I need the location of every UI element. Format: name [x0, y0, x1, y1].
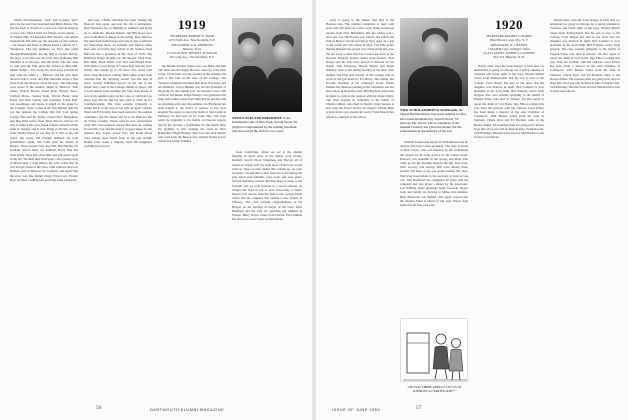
right-col-3-body [474, 64, 544, 140]
right-col-1 [326, 18, 394, 403]
left-col-3 [158, 18, 226, 403]
secretary-address-1920: Blind Brook Lodge, Rye, N. Y. [489, 38, 529, 43]
class-agent-line: CLASS AGENT, HOWELL H. EDGAR [166, 51, 218, 56]
class-agent-address: 39 Loring Ave., New Rochelle, N.Y. [169, 55, 215, 60]
secretary-address: 1073 North Ave., New Rochelle, N.Y. [168, 38, 216, 43]
class-officers-1920 [474, 34, 544, 60]
scholarship-caption-title: TWO SCHOLARSHIPS of $2,000 each, [400, 108, 458, 112]
class-officers-1919 [158, 34, 226, 60]
class-year-1920: 1920 [495, 18, 523, 32]
class-year-1919: 1919 [178, 18, 206, 32]
left-col-4 [232, 150, 302, 403]
left-col-4-text: from Cambridge, where we are at the alumni meeting in April. Also at the dinner were Norris, Kendall, Sewall Wood, Chapman, and Harvey, all of whom are doing well. We wish more of the boys would write in. News is what makes this column go. As your secretary, I would like to hear from all of you during the year about your families, your work, and your plans. Several men have written that they hope to come to the Fortieth, and we look forward to a record turnout. Al Wright has been ill but is now recovering at home. Morris Cole reports from the West Coast. George Dunn writes that his company has opened a new branch in Chicago. The class extends congratulations to Ed Hooper on his election as mayor of his town. Dick Burnham and his wife are spending the summer in Europe. Harry Noyes writes from Florida. Fred Gilman has moved to a new home in Westchester. [232, 150, 302, 222]
club-presidents-photo [232, 18, 302, 112]
caption-title: NEWLY ELECTED PRESIDENT [232, 116, 282, 120]
left-col-1-text: family divertissement. "Jack" and Lorraine "Rae" gave for me and Chet Kaufman and Mimi Jacobs. The trio has been at Oxford of a year now. Sent in based at a Coca Cola. Heard from old friends on the phone — in Chapel Hill, Ed Kennard, Bill Steuber, and Alfred Soderstrom. We shall see the outcome of this venture ... he Tucker and Elise at Hurdle Field. I offered by J. Thompson. The last numbers we have had come through Buckingham and the Hill is ancient history. We hope to be with you all at the June gathering. Bill Marshall is at Saratoga, and Jim Kelly, who has done so well with the firm, gives his address as Blue Hill, Maine. Ralph ... It is a long list, and I hope you will all bear with me while I ... Barbour and his wife have moved back to town, and Bob Merriam writes a fine letter from the midwest about his boys. The following were noted at the reunion dinner in Hanover: Seth Allen, Francis Brown, Rand Pratt, Harvey Snow, Clifford Morse, Stanley Kent, Warren Blake, Alan Porter and Dick Lyman. Our president, Frank Holt, was toastmaster and spoke at length on the plans for the Fortieth. Word comes from Ted Bartlett that his son has entered the College this fall. Last spring George Hart and his family visited New Hampshire, and Hap Ellis writes from Texas that he will not be able to make it this year. Frank Adams retired from the bank in January and is now living in Florida. A note from Harold Pierce to say that he is still at the old stand. Jim Carey and Dwight Olmsted are both grandfathers again. Stu Cobb gave the dinner in Boston. Those present were Ray Hill, Bill Nutting, Ed Gorham, Alfred Hurd, Joe Kimball, Harry Fisk and Walt Drake. They had a fine time and will report again in the fall. We shall miss Will Storrs, who passed away in March after a long illness; his wife writes that he was always proud of the class. John Sanborn and Lew Nichols were at Hanover for Carnival, and report that the snow was fine. Ralph Tobey, Earle Lord, Everett Hoyt and Ben Cushing sent greetings from California. [10, 18, 78, 182]
cartoon-illustration [400, 318, 468, 382]
right-col-3-text: Nearly there were the Lone Ranger is back and, we understand, is going to Chicago for a spring roundup of Twenties and board eight of the boys. Harold Merrill writes from Pennsylvania that his son is now at the College. Fred Thayer has sent in the news that his daughter was married in April. Bob Lambert is now president of his local bank. Bill Whitney writes from Oregon. The class extends sympathy to the family of Eugene Stiles, who died in January. We also regret to report the death of Carl Foster. Ray Ellis is retiring this year from his position with the railroad. Leon Parker has been made a director of the state Chamber of Commerce. Walt Barnes writes from his farm in Vermont. Chuck Dyer and Ed Harmon came to the Boston dinner. The reunion plans are going well, and we hope that all of you will be there in June. Frank Rowell, Jack Hastings, Herman Sears and Joe Mitchell have sent in their reservations. [474, 63, 544, 140]
scholarship-caption-text: the largest Dartmouth has ever been enabled to offer, have been established by Sewell Wood, '19 (above). Mr. Wood, who is a member of the Alumni Council, has given the money for the scholarships in the memory of his son. [400, 108, 467, 134]
treasurer-address: Hanover, N. H. [182, 46, 202, 51]
right-col-2-text: William Farnsworth reports from Baltimore that he and his wife have a new grandson. The class is proud of Dick Towle, who was honored by his community last month for his long service on the school board. Hanover was beautiful in the spring, and those who came up for the meeting enjoyed the Inn. Ken Pratt, Walt Lovejoy and George Hill were among those present. We hope to see you at the reunion this June. Mail your reservations to the secretary as soon as you can. Tom Redmond has completed 30 years with his company and was given a dinner by his associates. Les Whiting sends greetings from Colorado. Roger Gale and family are moving to Maine this summer. Herb Ellsworth, our faithful class agent, reports that the Alumni Fund is ahead of last year. Please help make this the best year ever. [400, 140, 468, 208]
left-col-1 [10, 18, 78, 403]
cartoon-drawing [401, 319, 468, 382]
treasurer-line-1920: TREASURER, A. J. BAILEY [490, 42, 528, 47]
treasurer-line: TREASURER, A. R. ANDREWS [171, 42, 213, 47]
left-col-3-body [158, 64, 226, 144]
right-footer-issue: ISSUE OF JUNE 1950 [332, 407, 381, 412]
left-col-2-text: and sons. Charlie Sherman has been visiting the Hanover area again, and says the Inn is unchanged. Dud Shattuck's boy is finishing at Amherst and going on to medicine. Hooker Palmer and Bill Reed were seen at the Boston dinner in the spring. Russ Bellows has been back from Europe and reports that conditions are improving there. Al Kendall and Myron Stiles have sent word that they will be at the reunion. Fred Babcock has a grandson in the class of 1970. The Hamilton dinner brought out Jim Sawyer, Dick Pratt, Bob Hale, Elton Fuller, Carl Nye and Harold Bent. Walt Wells is now living in Connecticut near his son's family. Our thanks go to all those who wrote with news; keep the letters coming. Herb Ames writes from Vermont that the sugaring season was the best in years. George Whitman reports on his trip to the Orient and a visit to the College alumni in Tokyo. Sid Lowell retired from teaching last June. Ken Doane is now at his summer place on the Cape. A call from Lou Perry says that he and his wife plan to drive up for Commencement. The class extends sympathy to Arthur Rich on the loss of his wife in April. Charles Weed and Ed Stanley have been named to the reunion committee, and the dinner will be at the Hanover Inn on Friday evening. Please send in your reservations early. The class treasurer reports that dues are coming in well this year and the fund is in good shape for the reunion. Ray Foster, Lester Day, and Frank Wood were among those heard from in the past month. Homer Lane sends a clipping about his daughter's wedding in Concord. [84, 18, 152, 149]
right-col-1-text: party is going to the annual Skit Day at the Hanover Inn. The reunion committee is busy with plans and will send out a letter soon. Hank Lockwood reports from New Hampshire that the winter was a hard one. Joe Hitchcock's son, David, has joined the firm in Boston. Erwin and Marty have gone on a trip to the south and will return in May. Carl Hill writes that his business has grown very much in the last year. We are sorry to hear that Les Corson has been in the hospital. Bernard Pollard writes from Detroit. Max Kruger and his wife have moved to Arizona for his health. Tom Patterson, Harold Emery and Ralph Whitney were at the spring meeting of the New York alumni. The Fine Arts Society of the College sent us word of the gift made by Ed Marcy. Jim Ashley has become chairman of his company's board. Walter Perkins has taken up painting in his retirement and has had a show in his home town. Phil Boynton writes that he plans to come to the reunion with his whole family. The class extends its sympathy to the family of Charles Gilbert, who died in March. Lynn Stevens is now with the Forest Service in Oregon. Charlie Hunt is back from a trip around the world. Frank Moody has retired as principal of his school. [326, 18, 394, 119]
treasurer-address-1920: 1 Windmill Lane, Arlington, Mass. [487, 46, 531, 51]
left-footer-magazine: DARTMOUTH ALUMNI MAGAZINE [150, 407, 225, 412]
right-page-number: 57 [416, 406, 422, 411]
class-agent-line-1920: CLASS AGENT, JOSEPH S. LANDERS [483, 51, 535, 56]
right-col-3 [474, 18, 544, 403]
class-agent-address-1920: Box 313, Hanover, N. H. [493, 55, 525, 60]
left-col-2 [84, 18, 152, 403]
right-col-4-text: Nearly there were the Lone Ranger is back and, we understand, is going to Chicago for a spring roundup of Twenties and board eight of the boys. Harold Merrill writes from Pennsylvania that his son is now at the College. Fred Thayer has sent in the news that his daughter was married in April. Bob Lambert is now president of his local bank. Bill Whitney writes from Oregon. The class extends sympathy to the family of Eugene Stiles, who died in January. We also regret to report the death of Carl Foster. Ray Ellis is retiring this year from his position with the railroad. Leon Parker has been made a director of the state Chamber of Commerce. Walt Barnes writes from his farm in Vermont. Chuck Dyer and Ed Harmon came to the Boston dinner. The reunion plans are going well, and we hope that all of you will be there in June. Frank Rowell, Jack Hastings, Herman Sears and Joe Mitchell have sent in their reservations. [550, 18, 620, 94]
scholarship-donor-photo [400, 18, 468, 106]
left-page [0, 0, 312, 420]
scholarship-caption [400, 108, 468, 134]
left-page-number: 56 [96, 406, 102, 411]
right-page [316, 0, 628, 420]
secretary-line-1920: SECRETARY, ROGERS L. BURNS [486, 34, 532, 38]
club-presidents-caption [232, 116, 302, 133]
left-col-3-text: the Middle Atlantic States area, and Hank and Rita Van Kirk and the Edgar Browns came up from New Jersey. Ed Stevens was the speaker of the evening and gave a fine talk on the state of the College. The Vermont contingent included Bob Peck, Ed Chase, and Art Hubbard. Lloyd Hamlin was elected president of the group for the coming year. Joe Stearns is now with a firm in Rochester. Ralph Emery's son graduates this June. Jim Larkin writes from Ohio that he and his wife are planning a trip east this summer. Ted Holbrook has been named to the board of trustees of his local hospital. We regret to report the death of Sam Curtis in February; he had been ill for some time. The class sends its sympathy to his family. Al Prescott reports that he has become a grandfather for the fourth time. Ed Quimby is still running his farm in New Hampshire. Hugh Bradley, Tom Foss and Jack Merrill sent word from the Boston area. Warren Young is now retired and living in Maine. [158, 63, 226, 144]
caption-text: of the Dartmouth Club of New York, Sewall Wood '19 (right) is congratulated by the retiring president, who has served the club for two years. [232, 116, 298, 133]
cartoon-caption: "DO YOU THINK THEY'LL LET US IN WITHOUT A CERTIFICATE?" [406, 385, 462, 394]
secretary-line: SECRETARY, ROBERT W. NASH [169, 34, 215, 38]
right-col-4 [550, 18, 620, 403]
